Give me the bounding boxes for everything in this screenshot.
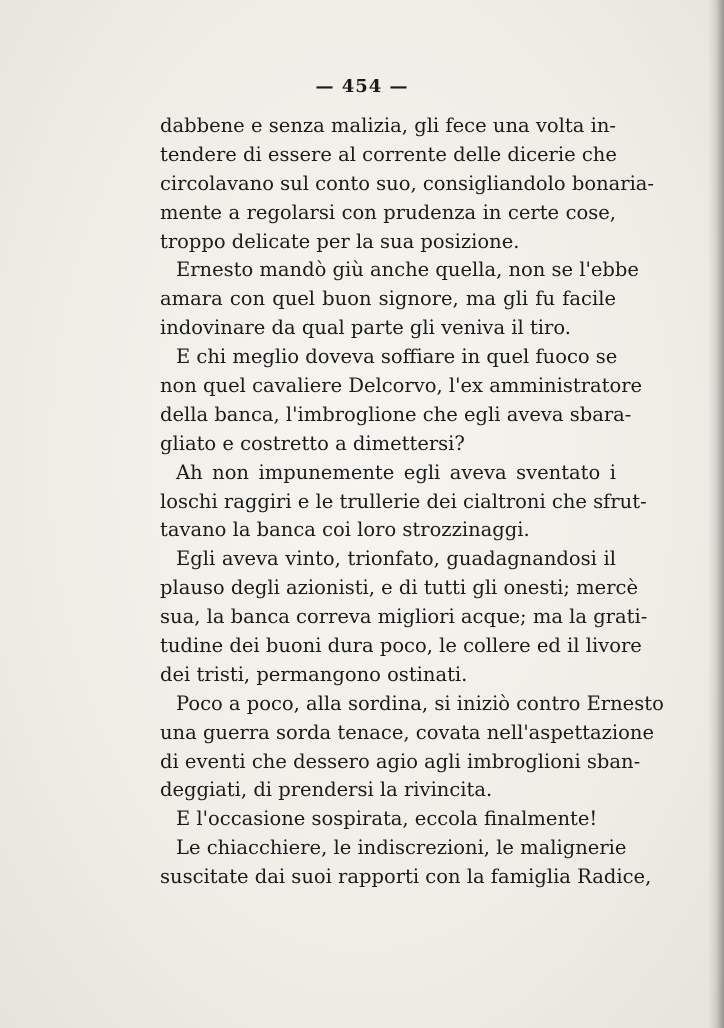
text-line: dei tristi, permangono ostinati. bbox=[160, 662, 468, 686]
text-line: della banca, l'imbroglione che egli aveva sbara- bbox=[160, 402, 632, 426]
text-line: amara con quel buon signore, ma gli fu facile bbox=[160, 287, 616, 311]
text-line: di eventi che dessero agio agli imbroglioni sban- bbox=[160, 749, 641, 773]
body-text bbox=[160, 112, 664, 892]
text-line: plauso degli azionisti, e di tutti gli onesti; mercè bbox=[160, 576, 638, 600]
text-line: tendere di essere al corrente delle dicerie che bbox=[160, 142, 617, 166]
text-line: tudine dei buoni dura poco, le collere ed il livore bbox=[160, 634, 642, 658]
text-line: Egli aveva vinto, trionfato, guadagnandosi il bbox=[176, 547, 616, 571]
page-edge-shadow bbox=[708, 0, 724, 1028]
text-line: deggiati, di prendersi la rivincita. bbox=[160, 778, 493, 802]
text-line: suscitate dai suoi rapporti con la famiglia Radice, bbox=[160, 865, 652, 889]
text-line: indovinare da qual parte gli veniva il tiro. bbox=[160, 316, 571, 340]
text-line: troppo delicate per la sua posizione. bbox=[160, 229, 520, 253]
text-line: E chi meglio doveva soffiare in quel fuoco se bbox=[176, 345, 618, 369]
text-line: sua, la banca correva migliori acque; ma la grati- bbox=[160, 605, 648, 629]
page-number: — 454 — bbox=[315, 76, 409, 97]
text-line: Le chiacchiere, le indiscrezioni, le malignerie bbox=[176, 836, 627, 860]
text-line: dabbene e senza malizia, gli fece una volta in- bbox=[160, 114, 616, 137]
text-line: Poco a poco, alla sordina, si iniziò contro Ernesto bbox=[176, 691, 664, 715]
text-line: non quel cavaliere Delcorvo, l'ex amministratore bbox=[160, 374, 643, 398]
text-line: E l'occasione sospirata, eccola finalmente! bbox=[176, 807, 598, 831]
text-line: mente a regolarsi con prudenza in certe cose, bbox=[160, 200, 616, 224]
text-line: loschi raggiri e le trullerie dei cialtroni che sfrut- bbox=[160, 489, 647, 513]
text-line: Ah non impunemente egli aveva sventato i bbox=[176, 460, 616, 484]
text-line: tavano la banca coi loro strozzinaggi. bbox=[160, 518, 530, 542]
text-line: una guerra sorda tenace, covata nell'aspettazione bbox=[160, 720, 654, 744]
text-line: Ernesto mandò giù anche quella, non se l'ebbe bbox=[176, 258, 639, 282]
text-line: gliato e costretto a dimettersi? bbox=[160, 431, 465, 455]
text-line: circolavano sul conto suo, consigliandolo bonaria- bbox=[160, 171, 655, 195]
